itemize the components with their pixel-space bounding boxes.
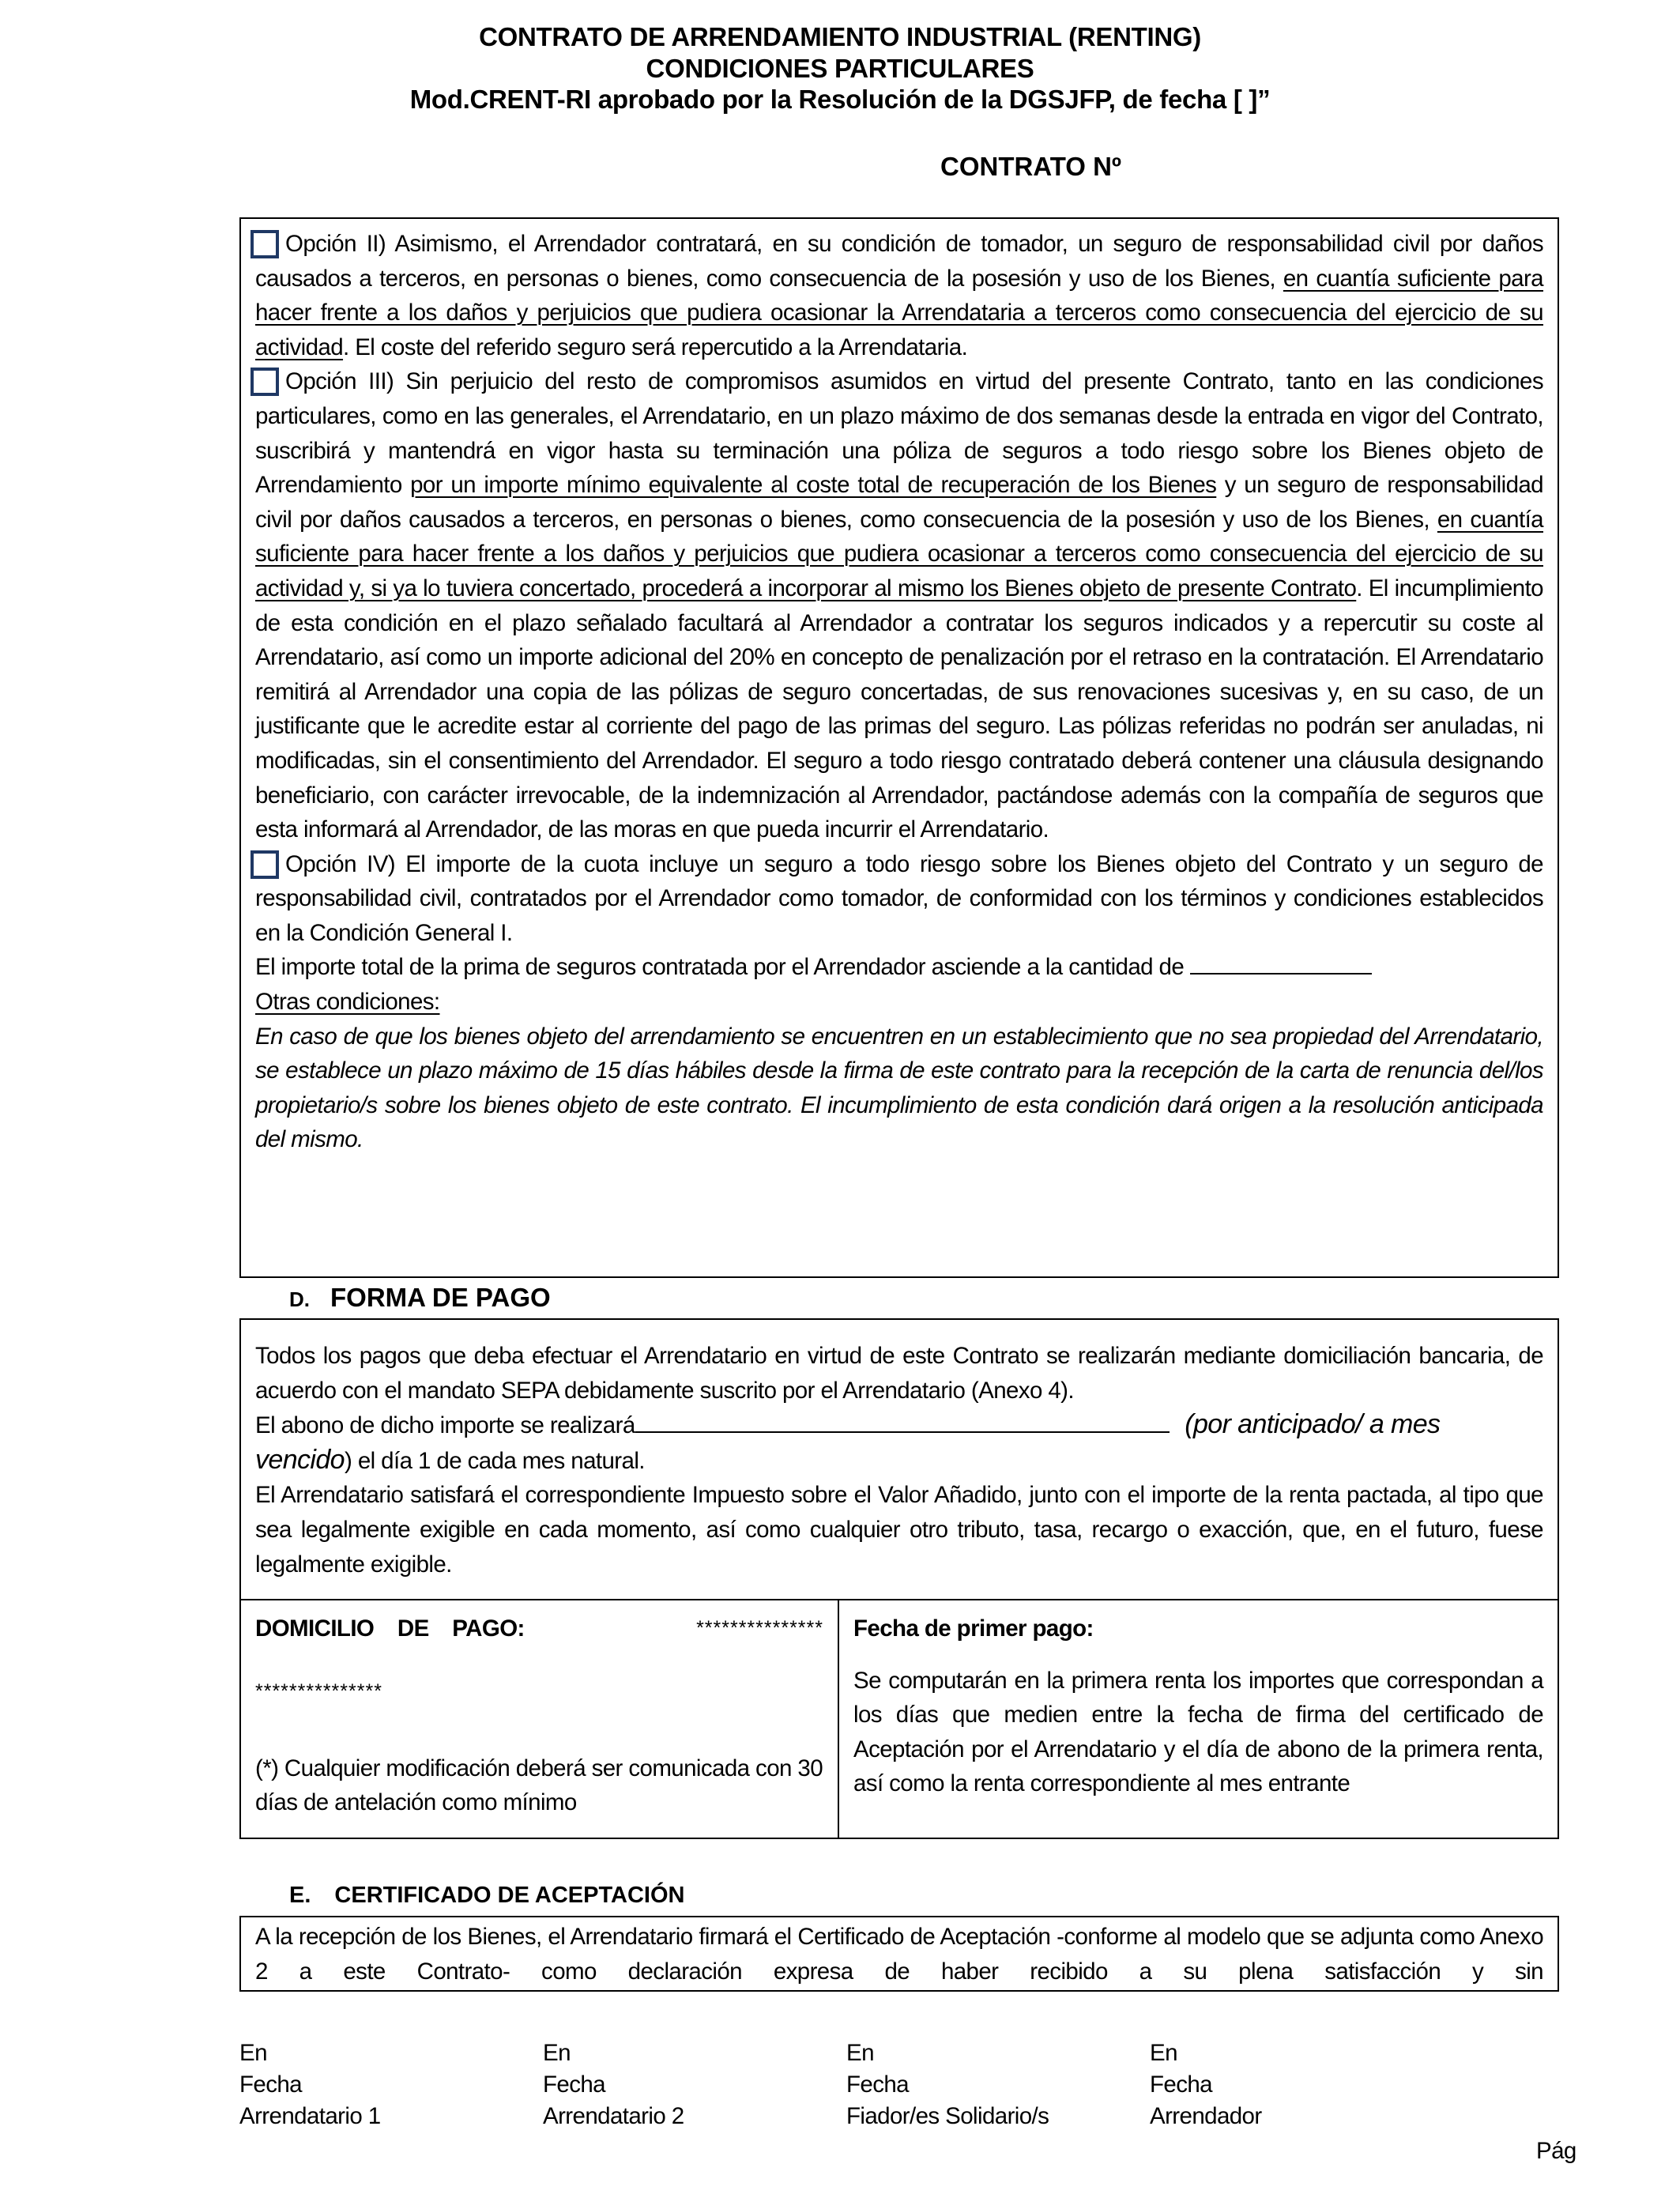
payment-details-table [239, 1599, 1559, 1839]
option-2-paragraph: Opción II) Asimismo, el Arrendador contratará, en su condición de tomador, un seguro de responsabilidad civil por daños causados a terceros, en personas o bienes, como consecuencia de la posesión y uso de los Bienes, en cuantía suficiente para hacer frente a los daños y perjuicios que pudiera ocasionar la Arrendataria a terceros como consecuencia del ejercicio de su actividad. El coste del referido seguro será repercutido a la Arrendataria. [255, 227, 1543, 364]
payment-timing-field[interactable] [635, 1411, 1170, 1433]
payment-address-note: (*) Cualquier modificación deberá ser comunicada con 30 días de antelación como mínimo [255, 1755, 823, 1816]
section-d-heading: D. FORMA DE PAGO [289, 1283, 551, 1312]
page-number-label: Pág [1536, 2138, 1576, 2164]
other-conditions-label: Otras condiciones: [255, 989, 440, 1016]
insurance-premium-line: El importe total de la prima de seguros contratada por el Arrendador asciende a la cantidad de [255, 950, 1543, 985]
option-3-checkbox[interactable] [250, 368, 279, 396]
payment-direct-debit-paragraph: Todos los pagos que deba efectuar el Arrendatario en virtud de este Contrato se realizarán mediante domiciliación bancaria, de acuerdo con el mandato SEPA debidamente suscrito por el Arrendatario (Anexo 4). [255, 1343, 1543, 1404]
option-3-paragraph: Opción III) Sin perjuicio del resto de compromisos asumidos en virtud del presente Contrato, tanto en las condiciones particulares, como en las generales, el Arrendatario, en un plazo máximo de dos semanas desde la entrada en vigor del Contrato, suscribirá y mantendrá en vigor hasta su terminación una póliza de seguros a todo riesgo sobre los Bienes objeto de Arrendamiento por un importe mínimo equivalente al coste total de recuperación de los Bienes y un seguro de responsabilidad civil por daños causados a terceros, en personas o bienes, como consecuencia de la posesión y uso de los Bienes, en cuantía suficiente para hacer frente a los daños y perjuicios que pudiera ocasionar a terceros como consecuencia del ejercicio de su actividad y, si ya lo tuviera concertado, procederá a incorporar al mismo los Bienes objeto de presente Contrato. El incumplimiento de esta condición en el plazo señalado facultará al Arrendador a contratar los seguros indicados y a repercutir su coste al Arrendatario, así como un importe adicional del 20% en concepto de penalización por el retraso en la contratación. El Arrendatario remitirá al Arrendador una copia de las pólizas de seguro concertadas, de sus renovaciones sucesivas y, en su caso, de un justificante que le acredite estar al corriente del pago de las primas del seguro. Las pólizas referidas no podrán ser anuladas, ni modificadas, sin el consentimiento del Arrendador. El seguro a todo riesgo contratado deberá contener una cláusula designando beneficiario, con carácter irrevocable, de la indemnización al Arrendador, pactándose además con la compañía de seguros que esta informará al Arrendador, de las moras en que pueda incurrir el Arrendatario. [255, 364, 1543, 846]
contract-number-label: CONTRATO Nº [940, 152, 1121, 181]
payment-method-box [239, 1318, 1559, 1600]
payment-address-cell [241, 1600, 839, 1838]
signature-arrendatario-1: En Fecha Arrendatario 1 [239, 2040, 381, 2129]
vat-paragraph: El Arrendatario satisfará el correspondiente Impuesto sobre el Valor Añadido, junto con el importe de la renta pactada, al tipo que sea legalmente exigible en cada momento, así como cualquier otro tributo, tasa, recargo o exacción, que, en el futuro, fuese legalmente exigible. [255, 1482, 1543, 1578]
acceptance-certificate-text: A la recepción de los Bienes, el Arrendatario firmará el Certificado de Aceptación -conforme al modelo que se adjunta como Anexo 2 a este Contrato- como declaración expresa de haber recibido a su plena satisfacción y sin [255, 1924, 1543, 1985]
other-conditions-text: En caso de que los bienes objeto del arrendamiento se encuentren en un establecimiento que no sea propiedad del Arrendatario, se establece un plazo máximo de 15 días hábiles desde la firma de este contrato para la recepción de la carta de renuncia del/los propietario/s sobre los bienes objeto de este contrato. El incumplimiento de esta condición dará origen a la resolución anticipada del mismo. [255, 1023, 1543, 1153]
document-subtitle: CONDICIONES PARTICULARES [646, 54, 1034, 83]
payment-timing-paragraph: El abono de dicho importe se realizará (por anticipado/ a mes vencido) el día 1 de cada mes natural. [255, 1409, 1441, 1475]
section-e-heading: E. CERTIFICADO DE ACEPTACIÓN [289, 1883, 685, 1908]
signature-fiador: En Fecha Fiador/es Solidario/s [846, 2040, 1049, 2129]
first-payment-date-text: Se computarán en la primera renta los importes que correspondan a los días que medien entre la fecha de firma del certificado de Aceptación por el Arrendatario y el día de abono de la primera renta, así como la renta correspondiente al mes entrante [853, 1667, 1543, 1797]
option-2-checkbox[interactable] [250, 230, 279, 258]
document-title: CONTRATO DE ARRENDAMIENTO INDUSTRIAL (RENTING) [479, 22, 1201, 51]
payment-address-value-2: *************** [255, 1680, 382, 1702]
payment-address-label: DOMICILIO DE PAGO: [255, 1615, 525, 1642]
option-4-checkbox[interactable] [250, 850, 279, 879]
insurance-options-box [239, 217, 1559, 1278]
insurance-premium-field[interactable] [1190, 952, 1372, 974]
signature-arrendatario-2: En Fecha Arrendatario 2 [543, 2040, 684, 2129]
acceptance-certificate-box [239, 1916, 1559, 1992]
signature-block [239, 2038, 1453, 2132]
first-payment-date-cell [839, 1600, 1558, 1838]
signature-arrendador: En Fecha Arrendador [1150, 2040, 1262, 2129]
payment-address-value-1: *************** [696, 1617, 823, 1639]
first-payment-date-label: Fecha de primer pago: [853, 1615, 1094, 1642]
option-4-paragraph: Opción IV) El importe de la cuota incluye un seguro a todo riesgo sobre los Bienes objeto del Contrato y un seguro de responsabilidad civil, contratados por el Arrendador como tomador, de conformidad con los términos y condiciones establecidos en la Condición General I. [255, 847, 1543, 951]
document-model-reference: Mod.CRENT-RI aprobado por la Resolución de la DGSJFP, de fecha [ ]” [409, 85, 1271, 114]
